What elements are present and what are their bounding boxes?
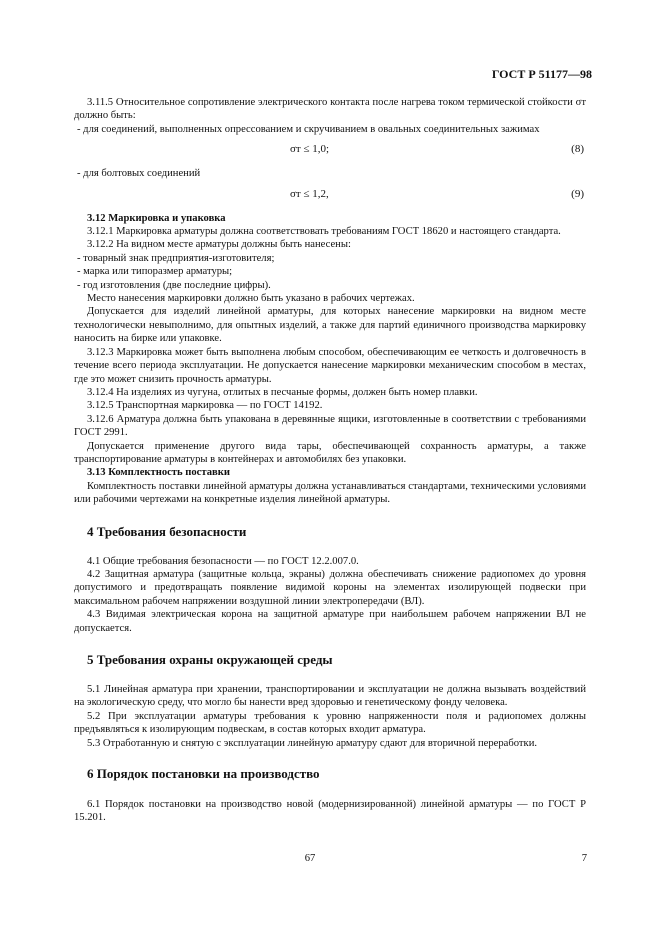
paragraph-3-12-6: 3.12.6 Арматура должна быть упакована в деревянные ящики, изготовленные в соответствии с требованиями ГОСТ 2991. bbox=[74, 413, 586, 439]
document-body bbox=[74, 96, 586, 825]
list-item-model: - марка или типоразмер арматуры; bbox=[77, 266, 233, 278]
paragraph-4-2: 4.2 Защитная арматура (защитные кольца, экраны) должна обеспечивать снижение радиопомех до уровня допустимого и предотвращать появление видимой короны на элементах изолирующей подвески при максимальном рабочем напряжении воздушной линии электропередачи (ВЛ). bbox=[74, 568, 586, 607]
list-item-year: - год изготовления (две последние цифры). bbox=[77, 279, 271, 291]
equation-8 bbox=[74, 143, 586, 158]
paragraph-5-3: 5.3 Отработанную и снятую с эксплуатации линейную арматуру сдают для вторичной переработки. bbox=[87, 737, 538, 749]
page-number-center: 67 bbox=[304, 853, 316, 864]
page-number-right: 7 bbox=[581, 853, 587, 864]
list-item-bolted-joints: - для болтовых соединений bbox=[77, 168, 201, 180]
document-header-id: ГОСТ Р 51177—98 bbox=[491, 67, 592, 81]
paragraph-3-13: Комплектность поставки линейной арматуры должна устанавливаться стандартами, техническими условиями или рабочими чертежами на конкретные изделия линейной арматуры. bbox=[74, 480, 586, 506]
equation-9-number: (9) bbox=[571, 187, 584, 200]
paragraph-marking-place: Место нанесения маркировки должно быть указано в рабочих чертежах. bbox=[87, 293, 415, 305]
paragraph-3-12-4: 3.12.4 На изделиях из чугуна, отлитых в песчаные формы, должен быть номер плавки. bbox=[87, 386, 478, 398]
section-heading-6: 6 Порядок постановки на производство bbox=[87, 766, 320, 782]
subheading-3-13: 3.13 Комплектность поставки bbox=[87, 467, 230, 479]
list-item-trademark: - товарный знак предприятия-изготовителя; bbox=[77, 252, 275, 264]
section-heading-5: 5 Требования охраны окружающей среды bbox=[87, 652, 333, 667]
paragraph-marking-label: Допускается для изделий линейной арматуры, для которых нанесение маркировки на видном месте технологически невыполнимо, для опытных изделий, а также для партий единичного производства маркировку наносить на бирке или упаковке. bbox=[74, 306, 586, 345]
paragraph-packaging-alt: Допускается применение другого вида тары, обеспечивающей сохранность арматуры, а также транспортирование арматуры в контейнерах и автомобилях без упаковки. bbox=[74, 440, 586, 465]
paragraph-3-12-2: 3.12.2 На видном месте арматуры должны быть нанесены: bbox=[87, 239, 351, 251]
list-item-compression-joints: - для соединений, выполненных опрессованием и скручиванием в овальных соединительных зажимах bbox=[77, 123, 540, 135]
equation-9 bbox=[74, 188, 586, 203]
paragraph-4-1: 4.1 Общие требования безопасности — по ГОСТ 12.2.007.0. bbox=[87, 555, 359, 567]
equation-8-formula: σт ≤ 1,0; bbox=[290, 143, 330, 156]
paragraph-4-3: 4.3 Видимая электрическая корона на защитной арматуре при наибольшем рабочем напряжении ВЛ не допускается. bbox=[74, 609, 586, 634]
paragraph-3-12-3: 3.12.3 Маркировка может быть выполнена любым способом, обеспечивающим ее четкость и долговечность в течение всего периода эксплуатации. Не допускается нанесение маркировки механическим способом в местах, где это может снизить прочность арматуры. bbox=[74, 346, 586, 385]
paragraph-6-1: 6.1 Порядок постановки на производство новой (модернизированной) линейной арматуры — по ГОСТ Р 15.201. bbox=[74, 799, 586, 824]
equation-9-formula: σт ≤ 1,2, bbox=[290, 187, 329, 200]
equation-8-number: (8) bbox=[571, 143, 584, 156]
section-heading-4: 4 Требования безопасности bbox=[87, 523, 247, 539]
paragraph-3-12-1: 3.12.1 Маркировка арматуры должна соответствовать требованиям ГОСТ 18620 и настоящего стандарта. bbox=[87, 226, 561, 238]
paragraph-3-12-5: 3.12.5 Транспортная маркировка — по ГОСТ 14192. bbox=[87, 400, 323, 412]
paragraph-3-11-5: 3.11.5 Относительное сопротивление электрического контакта после нагрева током термической стойкости σт должно быть: bbox=[74, 97, 586, 122]
subheading-3-12: 3.12 Маркировка и упаковка bbox=[87, 212, 226, 224]
paragraph-5-2: 5.2 При эксплуатации арматуры требования к уровню напряженности поля и радиопомех должны предъявляться к изолирующим подвескам, в состав которых входит арматура. bbox=[74, 710, 586, 736]
paragraph-5-1: 5.1 Линейная арматура при хранении, транспортировании и эксплуатации не должна вызывать воздействий на экологическую среду, что могло бы нанести вред здоровью и генетическому фонду человека. bbox=[74, 684, 586, 709]
